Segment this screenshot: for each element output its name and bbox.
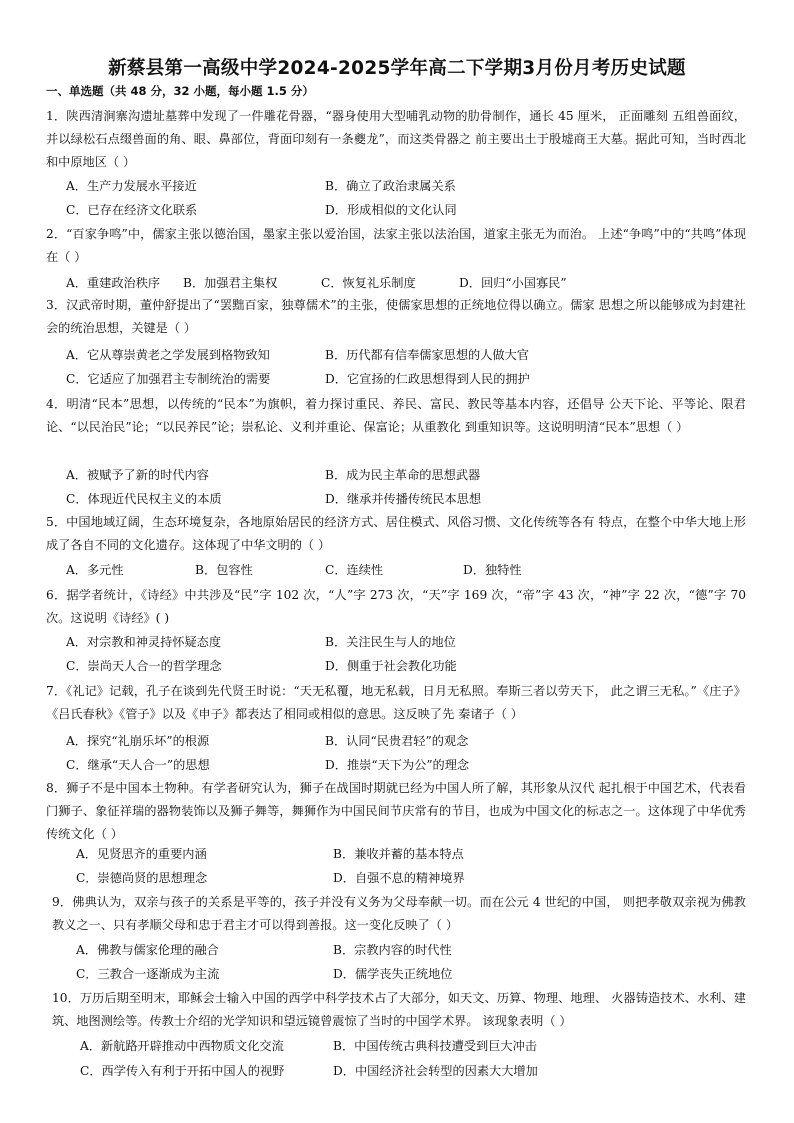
question-1-option-b: B．确立了政治隶属关系 [325, 179, 456, 193]
question-9-option-a: A．佛教与儒家伦理的融合 [76, 943, 219, 957]
question-4-option-d: D．继承并传播传统民本思想 [325, 492, 482, 506]
question-8-option-b: B．兼收并蓄的基本特点 [333, 847, 464, 861]
question-2-option-c: C．恢复礼乐制度 [321, 276, 416, 290]
question-10-option-c: C．西学传入有利于开拓中国人的视野 [80, 1064, 285, 1078]
section-heading: 一、单选题（共 48 分，32 小题，每小题 1.5 分） [46, 84, 314, 98]
question-5-stem: 5．中国地域辽阔，生态环境复杂，各地原始居民的经济方式、居住模式、风俗习惯、文化传统等各有 特点，在整个中华大地上形成了各自不同的文化遗存。这体现了中华文明的（ ） [46, 515, 746, 552]
question-10-option-a: A．新航路开辟推动中西物质文化交流 [80, 1039, 284, 1053]
question-8-option-d: D．自强不息的精神境界 [333, 871, 465, 885]
question-9-option-c: C．三教合一逐渐成为主流 [76, 967, 220, 981]
question-10-option-d: D．中国经济社会转型的因素大大增加 [333, 1064, 538, 1078]
question-10-option-b: B．中国传统古典科技遭受到巨大冲击 [333, 1039, 537, 1053]
question-5-option-c: C．连续性 [325, 563, 384, 577]
question-7-option-a: A．探究“礼崩乐坏”的根源 [66, 734, 210, 748]
question-4-option-a: A．被赋予了新的时代内容 [66, 468, 209, 482]
question-2-option-b: B．加强君主集权 [183, 276, 278, 290]
question-7-option-c: C．继承“天人合一”的思想 [66, 758, 210, 772]
question-6-option-b: B．关注民生与人的地位 [325, 635, 456, 649]
question-5-options [66, 561, 522, 578]
question-3-stem: 3．汉武帝时期，董仲舒提出了“罢黜百家，独尊儒术”的主张，使儒家思想的正统地位得以确立。儒家 思想之所以能够成为封建社会的统治思想，关键是（ ） [46, 298, 746, 335]
question-7-option-b: B．认同“民贵君轻”的观念 [325, 734, 469, 748]
question-8-stem: 8．狮子不是中国本土物种。有学者研究认为，狮子在战国时期就已经为中国人所了解，其形象从汉代 起扎根于中国艺术，代表看门狮子、象征祥瑞的器物装饰以及狮子舞等，舞狮作为中国民间节庆常有的节目，也成为中国文化的标志之一。这体现了中华优秀传统文化（ ） [46, 781, 746, 841]
question-6-option-d: D．侧重于社会教化功能 [325, 659, 457, 673]
question-3-option-a: A．它从尊崇黄老之学发展到格物致知 [66, 348, 270, 362]
question-1-option-a: A．生产力发展水平接近 [66, 179, 197, 193]
question-1-option-c: C．已存在经济文化联系 [66, 203, 198, 217]
question-2-option-d: D．回归“小国寡民” [459, 276, 567, 290]
question-4-stem: 4．明清“民本”思想，以传统的“民本”为旗帜，着力探讨重民、养民、富民、教民等基本内容，还倡导 公天下论、平等论、限君论、“以民治民”论；“以民养民”论；崇私论、义利并重论、保富论；从重教化 到重知识等。这说明明清“民本”思想（ ） [46, 397, 746, 434]
question-9-option-d: D．儒学丧失正统地位 [333, 967, 453, 981]
question-4-option-b: B．成为民主革命的思想武器 [325, 468, 481, 482]
page-title: 新蔡县第一高级中学2024-2025学年高二下学期3月份月考历史试题 [108, 58, 686, 79]
question-3-option-b: B．历代都有信奉儒家思想的人做大官 [325, 348, 529, 362]
question-1-option-d: D．形成相似的文化认同 [325, 203, 457, 217]
question-5-option-b: B．包容性 [195, 563, 253, 577]
question-4-option-c: C．体现近代民权主义的本质 [66, 492, 222, 506]
question-2-options [66, 274, 567, 291]
question-2-option-a: A．重建政治秩序 [66, 276, 161, 290]
question-2-stem: 2．“百家争鸣”中，儒家主张以德治国，墨家主张以爱治国，法家主张以法治国，道家主张无为而治。 上述“争鸣”中的“共鸣”体现在（ ） [46, 227, 746, 264]
question-3-option-d: D．它宣扬的仁政思想得到人民的拥护 [325, 372, 530, 386]
question-8-option-a: A．见贤思齐的重要内涵 [76, 847, 207, 861]
question-5-option-a: A．多元性 [66, 563, 124, 577]
question-9-stem: 9．佛典认为，双亲与孩子的关系是平等的，孩子并没有义务为父母奉献一切。而在公元 4 世纪的中国， 则把孝敬双亲视为佛教教义之一、只有孝顺父母和忠于君主才可以得到善报。这一变化反映了（ ） [52, 895, 746, 932]
question-7-option-d: D．推崇“天下为公”的理念 [325, 758, 470, 772]
question-9-option-b: B．宗教内容的时代性 [333, 943, 452, 957]
question-5-option-d: D．独特性 [463, 563, 522, 577]
question-7-stem: 7．《礼记》记载，孔子在谈到先代贤王时说：“天无私覆，地无私载，日月无私照。奉斯三者以劳天下， 此之谓三无私。”《庄子》《吕氏春秋》《管子》以及《申子》都表达了相同或相似的意思。这反映了先 秦诸子（ ） [46, 684, 746, 721]
question-8-option-c: C．崇德尚贤的思想理念 [76, 871, 208, 885]
question-6-option-c: C．崇尚天人合一的哲学理念 [66, 659, 222, 673]
question-3-option-c: C．它适应了加强君主专制统治的需要 [66, 372, 271, 386]
question-6-option-a: A．对宗教和神灵持怀疑态度 [66, 635, 222, 649]
question-1-stem: 1．陕西清涧寨沟遗址墓葬中发现了一件雕花骨器，“器身使用大型哺乳动物的肋骨制作，通长 45 厘米， 正面雕刻 五组兽面纹，并以绿松石点缀兽面的角、眼、鼻部位，背面印刻有一条夔龙”，而这类骨器之 前主要出土于殷墟商王大墓。据此可知，当时西北和中原地区（ ） [46, 109, 746, 169]
question-6-stem: 6．据学者统计，《诗经》中共涉及“民”字 102 次，“人”字 273 次，“天”字 169 次，“帝”字 43 次，“神”字 22 次，“德”字 70 次。这说明《诗经》( ) [46, 588, 746, 625]
question-10-stem: 10．万历后期至明末，耶稣会士输入中国的西学中科学技术占了大部分，如天文、历算、物理、地理、 火器铸造技术、水利、建筑、地图测绘等。传教士介绍的光学知识和望远镜曾震惊了当时的中国学术界。 该现象表明（ ） [52, 991, 746, 1028]
